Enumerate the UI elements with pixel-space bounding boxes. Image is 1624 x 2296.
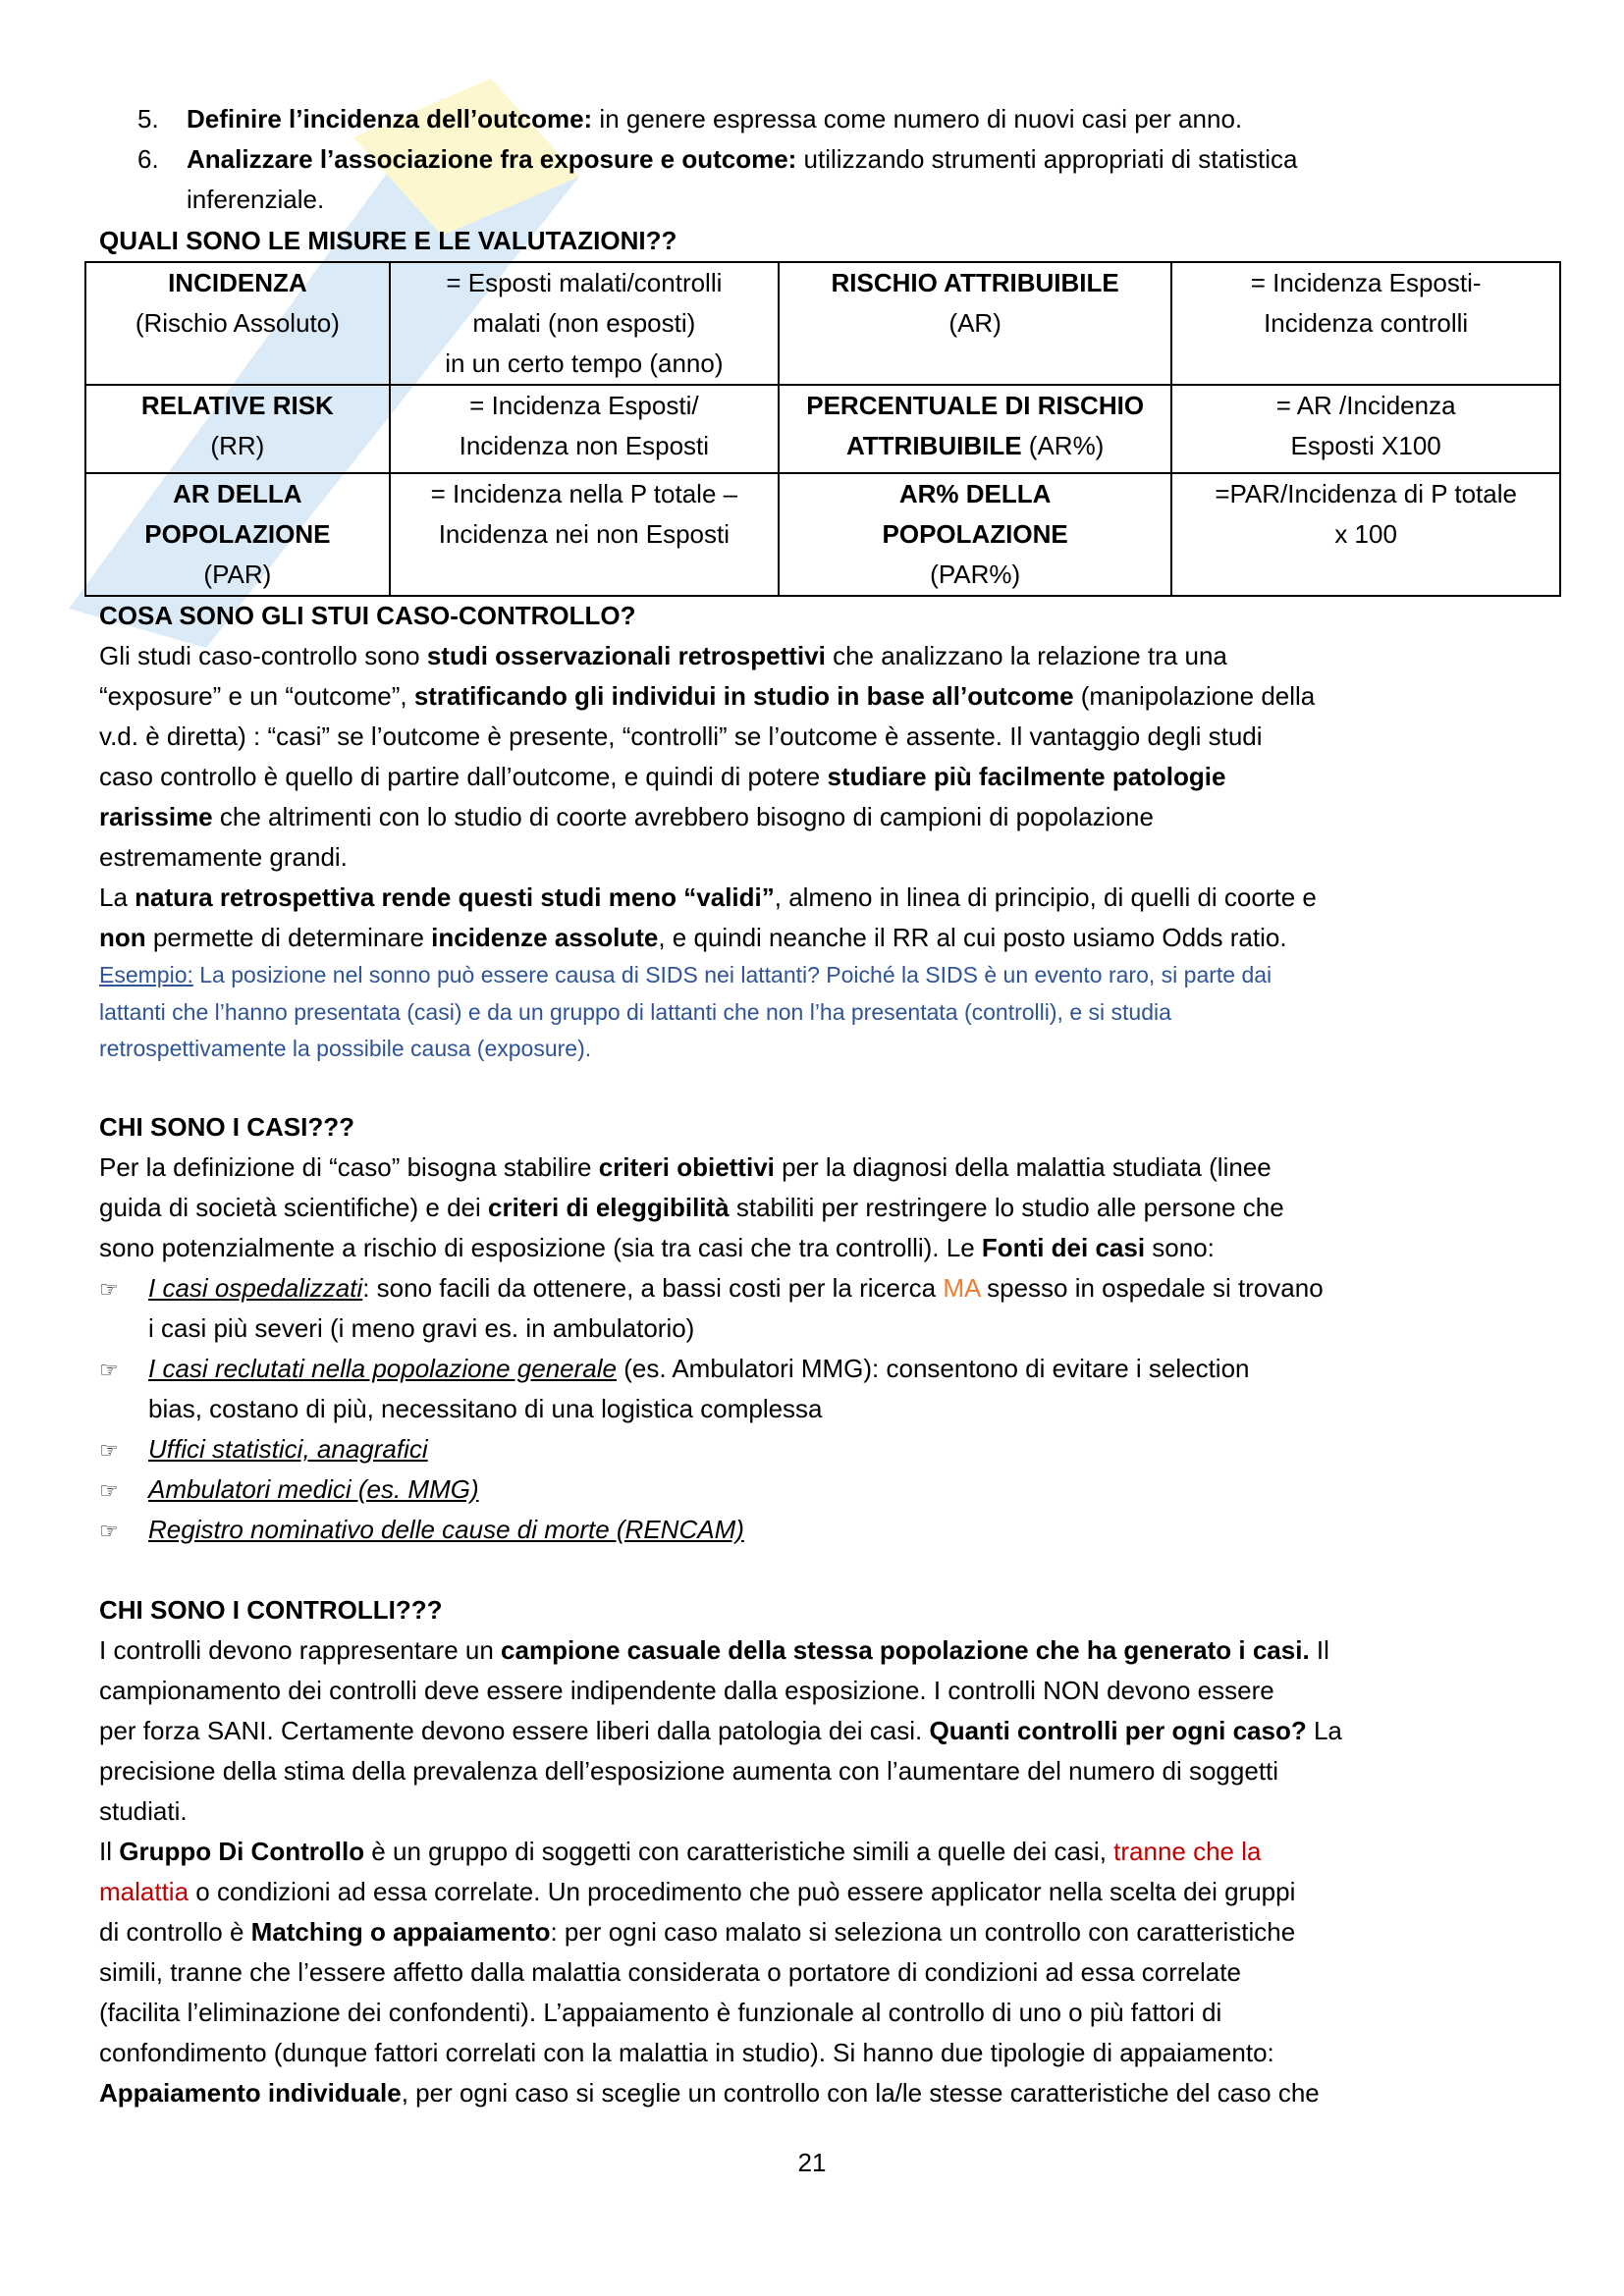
text: (facilita l’eliminazione dei confondenti). L’appaiamento è funzionale al controllo di uno o più fattori di xyxy=(99,1998,1222,2027)
text: (manipolazione della xyxy=(1073,681,1316,711)
hand-pointer-bullet-icon: ☞ xyxy=(99,1438,119,1463)
bold-text: COSA SONO GLI STUI CASO-CONTROLLO? xyxy=(99,601,636,630)
text-line xyxy=(99,1993,1543,2033)
text-line xyxy=(99,1308,1543,1349)
text: sono: xyxy=(1145,1233,1215,1262)
measure-formula-cell xyxy=(390,385,779,473)
colored-text: La posizione nel sonno può essere causa di SIDS nei lattanti? Poiché la SIDS è un evento raro, si parte dai xyxy=(192,962,1272,988)
source-item: Registro nominativo delle cause di morte (RENCAM) xyxy=(148,1515,744,1544)
text: studiati. xyxy=(99,1796,188,1826)
text-line xyxy=(99,596,1543,636)
text-line xyxy=(99,1148,1543,1188)
text: i casi più severi (i meno gravi es. in ambulatorio) xyxy=(148,1313,695,1343)
cell-text: (AR) xyxy=(948,308,1001,338)
text: che altrimenti con lo studio di coorte avrebbero bisogno di campioni di popolazione xyxy=(212,802,1154,831)
numbered-list xyxy=(137,99,1542,220)
heading-measures: QUALI SONO LE MISURE E LE VALUTAZIONI?? xyxy=(99,226,677,255)
bold-text: CHI SONO I CONTROLLI??? xyxy=(99,1595,443,1625)
measure-formula-cell xyxy=(1171,385,1560,473)
text-line xyxy=(99,797,1543,837)
text-line xyxy=(99,1751,1543,1791)
text-line xyxy=(99,2073,1543,2113)
section-cases xyxy=(99,1107,1543,1550)
text: inferenziale. xyxy=(187,185,325,214)
measure-name-cell xyxy=(779,385,1171,473)
text-line xyxy=(99,676,1543,717)
cell-text: Incidenza controlli xyxy=(1264,308,1469,338)
text: sono potenzialmente a rischio di esposizione (sia tra casi che tra controlli). Le xyxy=(99,1233,982,1262)
bold-text: Definire l’incidenza dell’outcome: xyxy=(187,104,593,133)
cell-text: PERCENTUALE DI RISCHIO xyxy=(806,391,1145,420)
cell-text: = AR /Incidenza xyxy=(1275,391,1456,420)
text: confondimento (dunque fattori correlati con la malattia in studio). Si hanno due tipologie di appaiamento: xyxy=(99,2038,1274,2067)
cell-text: =PAR/Incidenza di P totale xyxy=(1215,479,1517,508)
text-line xyxy=(99,757,1543,797)
colored-text: Esempio: xyxy=(99,962,193,988)
text-line xyxy=(99,837,1543,878)
bold-text: Analizzare l’associazione fra exposure e outcome: xyxy=(187,144,797,174)
text: , almeno in linea di principio, di quelli di coorte e xyxy=(774,882,1317,912)
cell-text: (Rischio Assoluto) xyxy=(135,308,340,338)
text: (es. Ambulatori MMG): consentono di evitare i selection xyxy=(616,1354,1250,1383)
text-line xyxy=(99,636,1543,676)
list-item xyxy=(137,180,1542,220)
text: La xyxy=(99,882,135,912)
list-item xyxy=(137,99,1542,139)
list-number: 6. xyxy=(137,144,159,174)
measures-table xyxy=(84,261,1561,597)
text: di controllo è xyxy=(99,1917,251,1947)
cell-text: = Incidenza Esposti/ xyxy=(469,391,699,420)
page-number: 21 xyxy=(797,2148,827,2177)
cell-text: ATTRIBUIBILE (AR%) xyxy=(845,431,1105,460)
table-row xyxy=(85,385,1560,473)
text: utilizzando strumenti appropriati di statistica xyxy=(796,144,1298,174)
cell-text: = Incidenza Esposti- xyxy=(1250,268,1482,297)
measure-name-cell xyxy=(85,385,390,473)
text-line xyxy=(99,1952,1543,1993)
bold-text: non xyxy=(99,923,146,952)
cell-text: AR% DELLA xyxy=(898,479,1052,508)
colored-text: MA xyxy=(943,1273,980,1303)
text: , e quindi neanche il RR al cui posto usiamo Odds ratio. xyxy=(658,923,1287,952)
hand-pointer-bullet-icon: ☞ xyxy=(99,1478,119,1503)
cell-text: RELATIVE RISK xyxy=(140,391,334,420)
text: Gli studi caso-controllo sono xyxy=(99,641,427,670)
text: estremamente grandi. xyxy=(99,842,348,872)
cell-text: POPOLAZIONE xyxy=(882,519,1068,549)
text-line xyxy=(99,1791,1543,1832)
cell-text: Incidenza nei non Esposti xyxy=(438,519,731,549)
text: campionamento dei controlli deve essere indipendente dalla esposizione. I controlli NON devono essere xyxy=(99,1676,1274,1705)
measure-formula-cell xyxy=(1171,262,1560,385)
text-line xyxy=(99,1228,1543,1268)
text: “exposure” e un “outcome”, xyxy=(99,681,414,711)
measure-formula-cell xyxy=(1171,473,1560,596)
text: : sono facili da ottenere, a bassi costi per la ricerca xyxy=(362,1273,944,1303)
table-row xyxy=(85,473,1560,596)
source-item: Uffici statistici, anagrafici xyxy=(148,1434,428,1464)
cell-text: Esposti X100 xyxy=(1290,431,1441,460)
text: Il xyxy=(99,1837,120,1866)
bold-text: Matching o appaiamento xyxy=(250,1917,551,1947)
text-line xyxy=(99,918,1543,958)
bold-text: criteri obiettivi xyxy=(598,1152,775,1182)
bold-text: campione casuale della stessa popolazione che ha generato i casi. xyxy=(501,1635,1310,1665)
text: Il xyxy=(1309,1635,1329,1665)
bold-text: studi osservazionali retrospettivi xyxy=(426,641,826,670)
text-line xyxy=(99,1872,1543,1912)
bold-text: Appaiamento individuale xyxy=(99,2078,402,2108)
text-line xyxy=(99,1429,1543,1469)
text: Per la definizione di “caso” bisogna stabilire xyxy=(99,1152,599,1182)
table-row xyxy=(85,262,1560,385)
text-line xyxy=(99,957,1543,994)
measure-name-cell xyxy=(779,262,1171,385)
text: simili, tranne che l’essere affetto dalla malattia considerata o portatore di condizioni ad essa correlate xyxy=(99,1957,1241,1987)
text: per forza SANI. Certamente devono essere liberi dalla patologia dei casi. xyxy=(99,1716,930,1745)
hand-pointer-bullet-icon: ☞ xyxy=(99,1277,119,1302)
cell-text: INCIDENZA xyxy=(168,268,307,297)
cell-text: POPOLAZIONE xyxy=(144,519,331,549)
bold-text: criteri di eleggibilità xyxy=(488,1193,730,1222)
bold-text: stratificando gli individui in studio in base all’outcome xyxy=(413,681,1074,711)
measure-formula-cell xyxy=(390,473,779,596)
example-block xyxy=(99,957,1543,1068)
cell-text: (PAR) xyxy=(203,560,272,589)
text-line xyxy=(99,717,1543,757)
cell-text: RISCHIO ATTRIBUIBILE xyxy=(831,268,1119,297)
text: per la diagnosi della malattia studiata (linee xyxy=(774,1152,1272,1182)
bold-text: Quanti controlli per ogni caso? xyxy=(929,1716,1307,1745)
bold-text: Fonti dei casi xyxy=(981,1233,1146,1262)
text: La xyxy=(1306,1716,1342,1745)
measure-name-cell xyxy=(85,473,390,596)
section-case-control xyxy=(99,596,1543,958)
text-line xyxy=(99,1188,1543,1228)
text: in genere espressa come numero di nuovi casi per anno. xyxy=(592,104,1243,133)
measure-name-cell xyxy=(85,262,390,385)
measure-formula-cell xyxy=(390,262,779,385)
text-line xyxy=(99,1389,1543,1429)
text-line xyxy=(99,1671,1543,1711)
text-line xyxy=(99,1590,1543,1630)
text: caso controllo è quello di partire dall’outcome, e quindi di potere xyxy=(99,762,828,791)
hand-pointer-bullet-icon: ☞ xyxy=(99,1358,119,1382)
bold-text: natura retrospettiva rende questi studi meno “validi” xyxy=(135,882,775,912)
list-item xyxy=(137,139,1542,180)
colored-text: tranne che la xyxy=(1113,1837,1262,1866)
cell-text: (PAR%) xyxy=(930,560,1021,589)
text: o condizioni ad essa correlate. Un procedimento che può essere applicator nella scelta dei gruppi xyxy=(189,1877,1296,1906)
bold-text: CHI SONO I CASI??? xyxy=(99,1112,354,1142)
text-line xyxy=(99,1912,1543,1952)
source-item: Ambulatori medici (es. MMG) xyxy=(148,1474,479,1504)
text-line xyxy=(99,1349,1543,1389)
text-line xyxy=(99,1031,1543,1068)
cell-text: malati (non esposti) xyxy=(472,308,696,338)
colored-text: malattia xyxy=(99,1877,189,1906)
text: bias, costano di più, necessitano di una logistica complessa xyxy=(148,1394,823,1423)
text: che analizzano la relazione tra una xyxy=(825,641,1227,670)
text: precisione della stima della prevalenza dell’esposizione aumenta con l’aumentare del numero di soggetti xyxy=(99,1756,1279,1786)
source-item: I casi ospedalizzati xyxy=(148,1273,363,1303)
bold-text: Gruppo Di Controllo xyxy=(119,1837,365,1866)
section-controls xyxy=(99,1590,1543,2113)
text: guida di società scientifiche) e dei xyxy=(99,1193,489,1222)
cell-text: in un certo tempo (anno) xyxy=(445,348,724,378)
text: v.d. è diretta) : “casi” se l’outcome è presente, “controlli” se l’outcome è assente. Il vantaggio degli studi xyxy=(99,721,1263,751)
bold-text: rarissime xyxy=(99,802,213,831)
text-line xyxy=(99,1630,1543,1671)
cell-text: x 100 xyxy=(1334,519,1397,549)
colored-text: lattanti che l’hanno presentata (casi) e da un gruppo di lattanti che non l’ha presentata (controlli), e si studia xyxy=(99,998,1171,1025)
text-line xyxy=(99,878,1543,918)
cell-text: AR DELLA xyxy=(173,479,302,508)
text: spesso in ospedale si trovano xyxy=(979,1273,1324,1303)
text: : per ogni caso malato si seleziona un controllo con caratteristiche xyxy=(550,1917,1296,1947)
hand-pointer-bullet-icon: ☞ xyxy=(99,1519,119,1543)
text: è un gruppo di soggetti con caratteristiche simili a quelle dei casi, xyxy=(364,1837,1114,1866)
text-line xyxy=(99,1832,1543,1872)
cell-text: = Esposti malati/controlli xyxy=(446,268,723,297)
text-line xyxy=(99,1107,1543,1148)
text-line xyxy=(99,1711,1543,1751)
text: stabiliti per restringere lo studio alle persone che xyxy=(729,1193,1284,1222)
text: , per ogni caso si sceglie un controllo con la/le stesse caratteristiche del caso che xyxy=(401,2078,1320,2108)
text-line xyxy=(99,1510,1543,1550)
cell-text: (RR) xyxy=(210,431,265,460)
text-line xyxy=(99,994,1543,1032)
measure-name-cell xyxy=(779,473,1171,596)
list-number: 5. xyxy=(137,104,159,133)
text: permette di determinare xyxy=(145,923,432,952)
cell-text: = Incidenza nella P totale – xyxy=(430,479,738,508)
text: I controlli devono rappresentare un xyxy=(99,1635,502,1665)
bold-text: incidenze assolute xyxy=(431,923,659,952)
text-line xyxy=(99,2033,1543,2073)
text-line xyxy=(99,1469,1543,1510)
text-line xyxy=(99,1268,1543,1308)
source-item: I casi reclutati nella popolazione generale xyxy=(148,1354,617,1383)
bold-text: studiare più facilmente patologie xyxy=(827,762,1226,791)
cell-text: Incidenza non Esposti xyxy=(459,431,710,460)
colored-text: retrospettivamente la possibile causa (exposure). xyxy=(99,1036,592,1061)
